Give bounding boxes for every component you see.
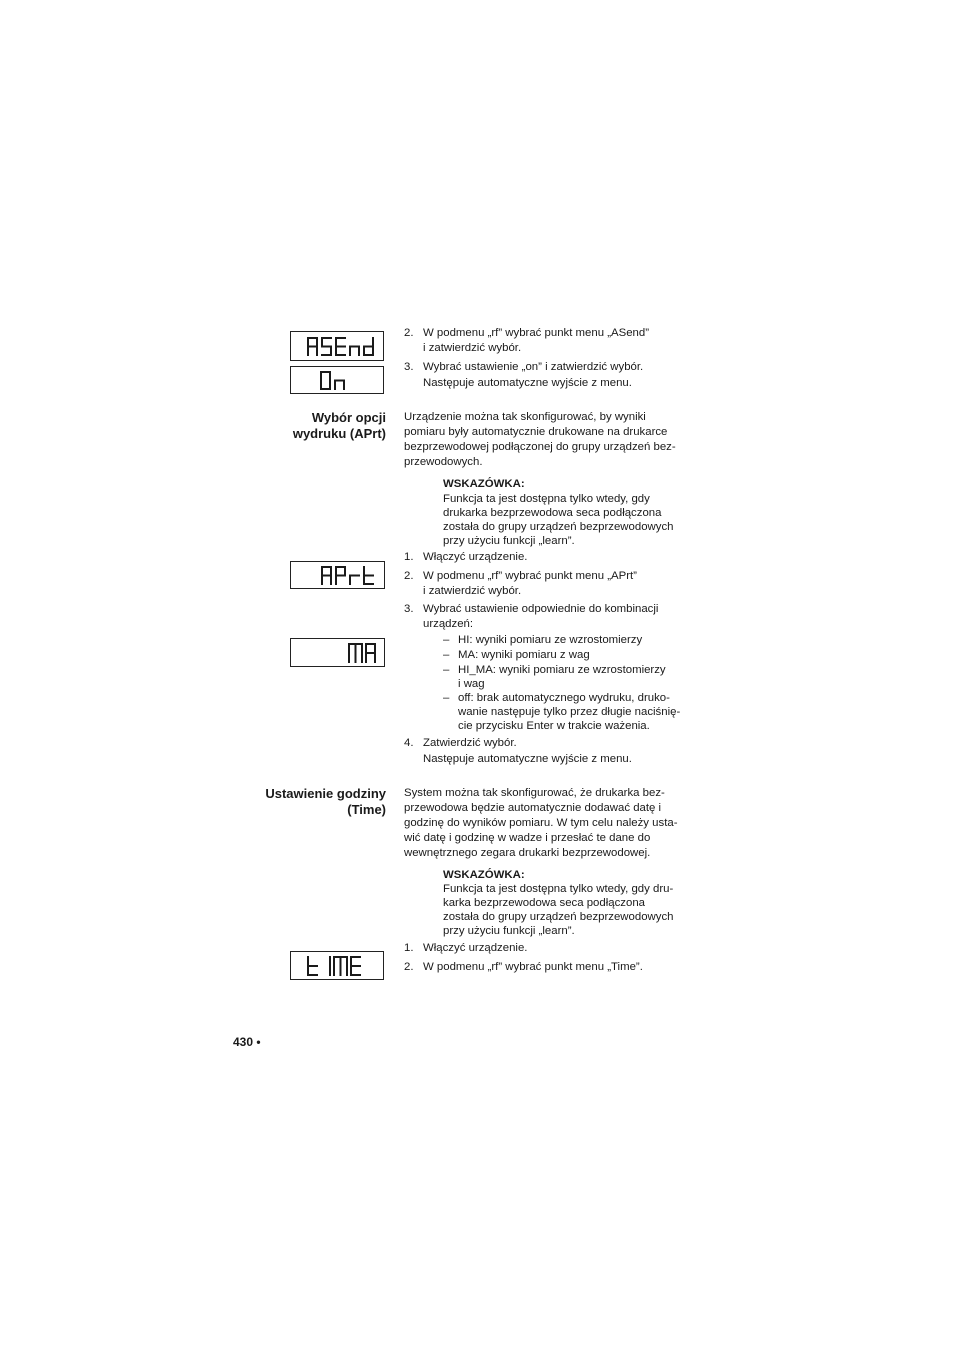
note-line: Funkcja ta jest dostępna tylko wtedy, gdy (443, 493, 650, 505)
lcd-glyph (336, 567, 345, 584)
step-text: W podmenu „rf” wybrać punkt menu „ASend” (423, 327, 650, 339)
lcd-glyph (364, 567, 373, 584)
lcd-display-ma (290, 638, 385, 667)
step-text: W podmenu „rf” wybrać punkt menu „APrt” (423, 570, 637, 582)
paragraph-line: wić datę i godzinę w wadze i przesłać te dane do (404, 832, 651, 844)
step-number: 3. (404, 603, 414, 615)
note-line: drukarka bezprzewodowa seca podłączona (443, 507, 662, 519)
note-line: została do grupy urządzeń bezprzewodowych (443, 521, 674, 533)
step-number: 1. (404, 942, 414, 954)
step-text: urządzeń: (423, 618, 474, 630)
dash-bullet: – (443, 649, 450, 661)
step-text: Włączyć urządzenie. (423, 551, 528, 563)
dash-bullet: – (443, 664, 450, 676)
note-line: przy użyciu funkcji „learn”. (443, 925, 575, 937)
section-heading: wydruku (APrt) (292, 426, 386, 441)
lcd-glyph (308, 338, 317, 355)
lcd-glyph (336, 338, 345, 355)
lcd-digits (291, 367, 385, 395)
note-title: WSKAZÓWKA: (443, 869, 525, 881)
step-number: 4. (404, 737, 414, 749)
step-text: Zatwierdzić wybór. (423, 737, 517, 749)
paragraph-line: Urządzenie można tak skonfigurować, by wyniki (404, 411, 646, 423)
paragraph-line: przewodowych. (404, 456, 483, 468)
lcd-digits (291, 562, 386, 590)
paragraph-line: wewnętrznego zegara drukarki bezprzewodowej. (404, 847, 651, 859)
step-number: 2. (404, 327, 414, 339)
lcd-display-aprt (290, 561, 385, 589)
lcd-glyph (350, 576, 359, 585)
step-text: Następuje automatyczne wyjście z menu. (423, 753, 632, 765)
option-text: wanie następuje tylko przez długie naciśnię- (458, 706, 681, 718)
step-text: i zatwierdzić wybór. (423, 342, 522, 354)
step-number: 1. (404, 551, 414, 563)
lcd-digits (291, 639, 386, 668)
lcd-glyph (366, 644, 375, 662)
paragraph-line: bezprzewodowej podłączonej do grupy urządzeń bez- (404, 441, 676, 453)
step-text: Włączyć urządzenie. (423, 942, 528, 954)
lcd-digits (291, 332, 385, 362)
lcd-glyph (351, 957, 360, 975)
step-text: i zatwierdzić wybór. (423, 585, 522, 597)
lcd-display-time (290, 951, 384, 980)
note-line: karka bezprzewodowa seca podłączona (443, 897, 645, 909)
step-number: 3. (404, 361, 414, 373)
step-text: Następuje automatyczne wyjście z menu. (423, 377, 632, 389)
option-text: cie przycisku Enter w trakcie ważenia. (458, 720, 650, 732)
section-heading: Wybór opcji (311, 410, 386, 425)
option-text: HI: wyniki pomiaru ze wzrostomierzy (458, 634, 643, 646)
paragraph-line: przewodowa będzie automatycznie dodawać datę i (404, 802, 662, 814)
lcd-glyph (350, 347, 359, 356)
step-number: 2. (404, 570, 414, 582)
note-title: WSKAZÓWKA: (443, 478, 525, 490)
lcd-glyph (322, 567, 331, 584)
lcd-glyph (364, 338, 373, 355)
option-text: i wag (458, 678, 485, 690)
option-text: MA: wyniki pomiaru z wag (458, 649, 590, 661)
section-heading: (Time) (347, 802, 386, 817)
lcd-glyph (349, 644, 362, 662)
option-text: off: brak automatycznego wydruku, druko- (458, 692, 670, 704)
lcd-digits (291, 952, 385, 981)
dash-bullet: – (443, 692, 450, 704)
paragraph-line: pomiaru były automatycznie drukowane na drukarce (404, 426, 668, 438)
lcd-glyph (335, 381, 344, 390)
lcd-glyph (334, 957, 347, 975)
option-text: HI_MA: wyniki pomiaru ze wzrostomierzy (458, 664, 666, 676)
step-text: Wybrać ustawienie „on” i zatwierdzić wybór. (423, 361, 644, 373)
lcd-glyph (308, 957, 317, 975)
step-text: Wybrać ustawienie odpowiednie do kombinacji (423, 603, 659, 615)
lcd-display-asend (290, 331, 384, 361)
note-line: Funkcja ta jest dostępna tylko wtedy, gdy dru- (443, 883, 674, 895)
paragraph-line: System można tak skonfigurować, że drukarka bez- (404, 787, 665, 799)
section-heading: Ustawienie godziny (265, 786, 386, 801)
page-number: 430 • (233, 1035, 261, 1049)
note-line: przy użyciu funkcji „learn”. (443, 535, 575, 547)
step-number: 2. (404, 961, 414, 973)
note-line: została do grupy urządzeń bezprzewodowych (443, 911, 674, 923)
step-text: W podmenu „rf” wybrać punkt menu „Time”. (423, 961, 643, 973)
lcd-glyph (322, 338, 331, 355)
dash-bullet: – (443, 634, 450, 646)
paragraph-line: godzinę do wyników pomiaru. W tym celu należy usta- (404, 817, 678, 829)
lcd-display-on (290, 366, 384, 394)
lcd-glyph (321, 372, 330, 389)
